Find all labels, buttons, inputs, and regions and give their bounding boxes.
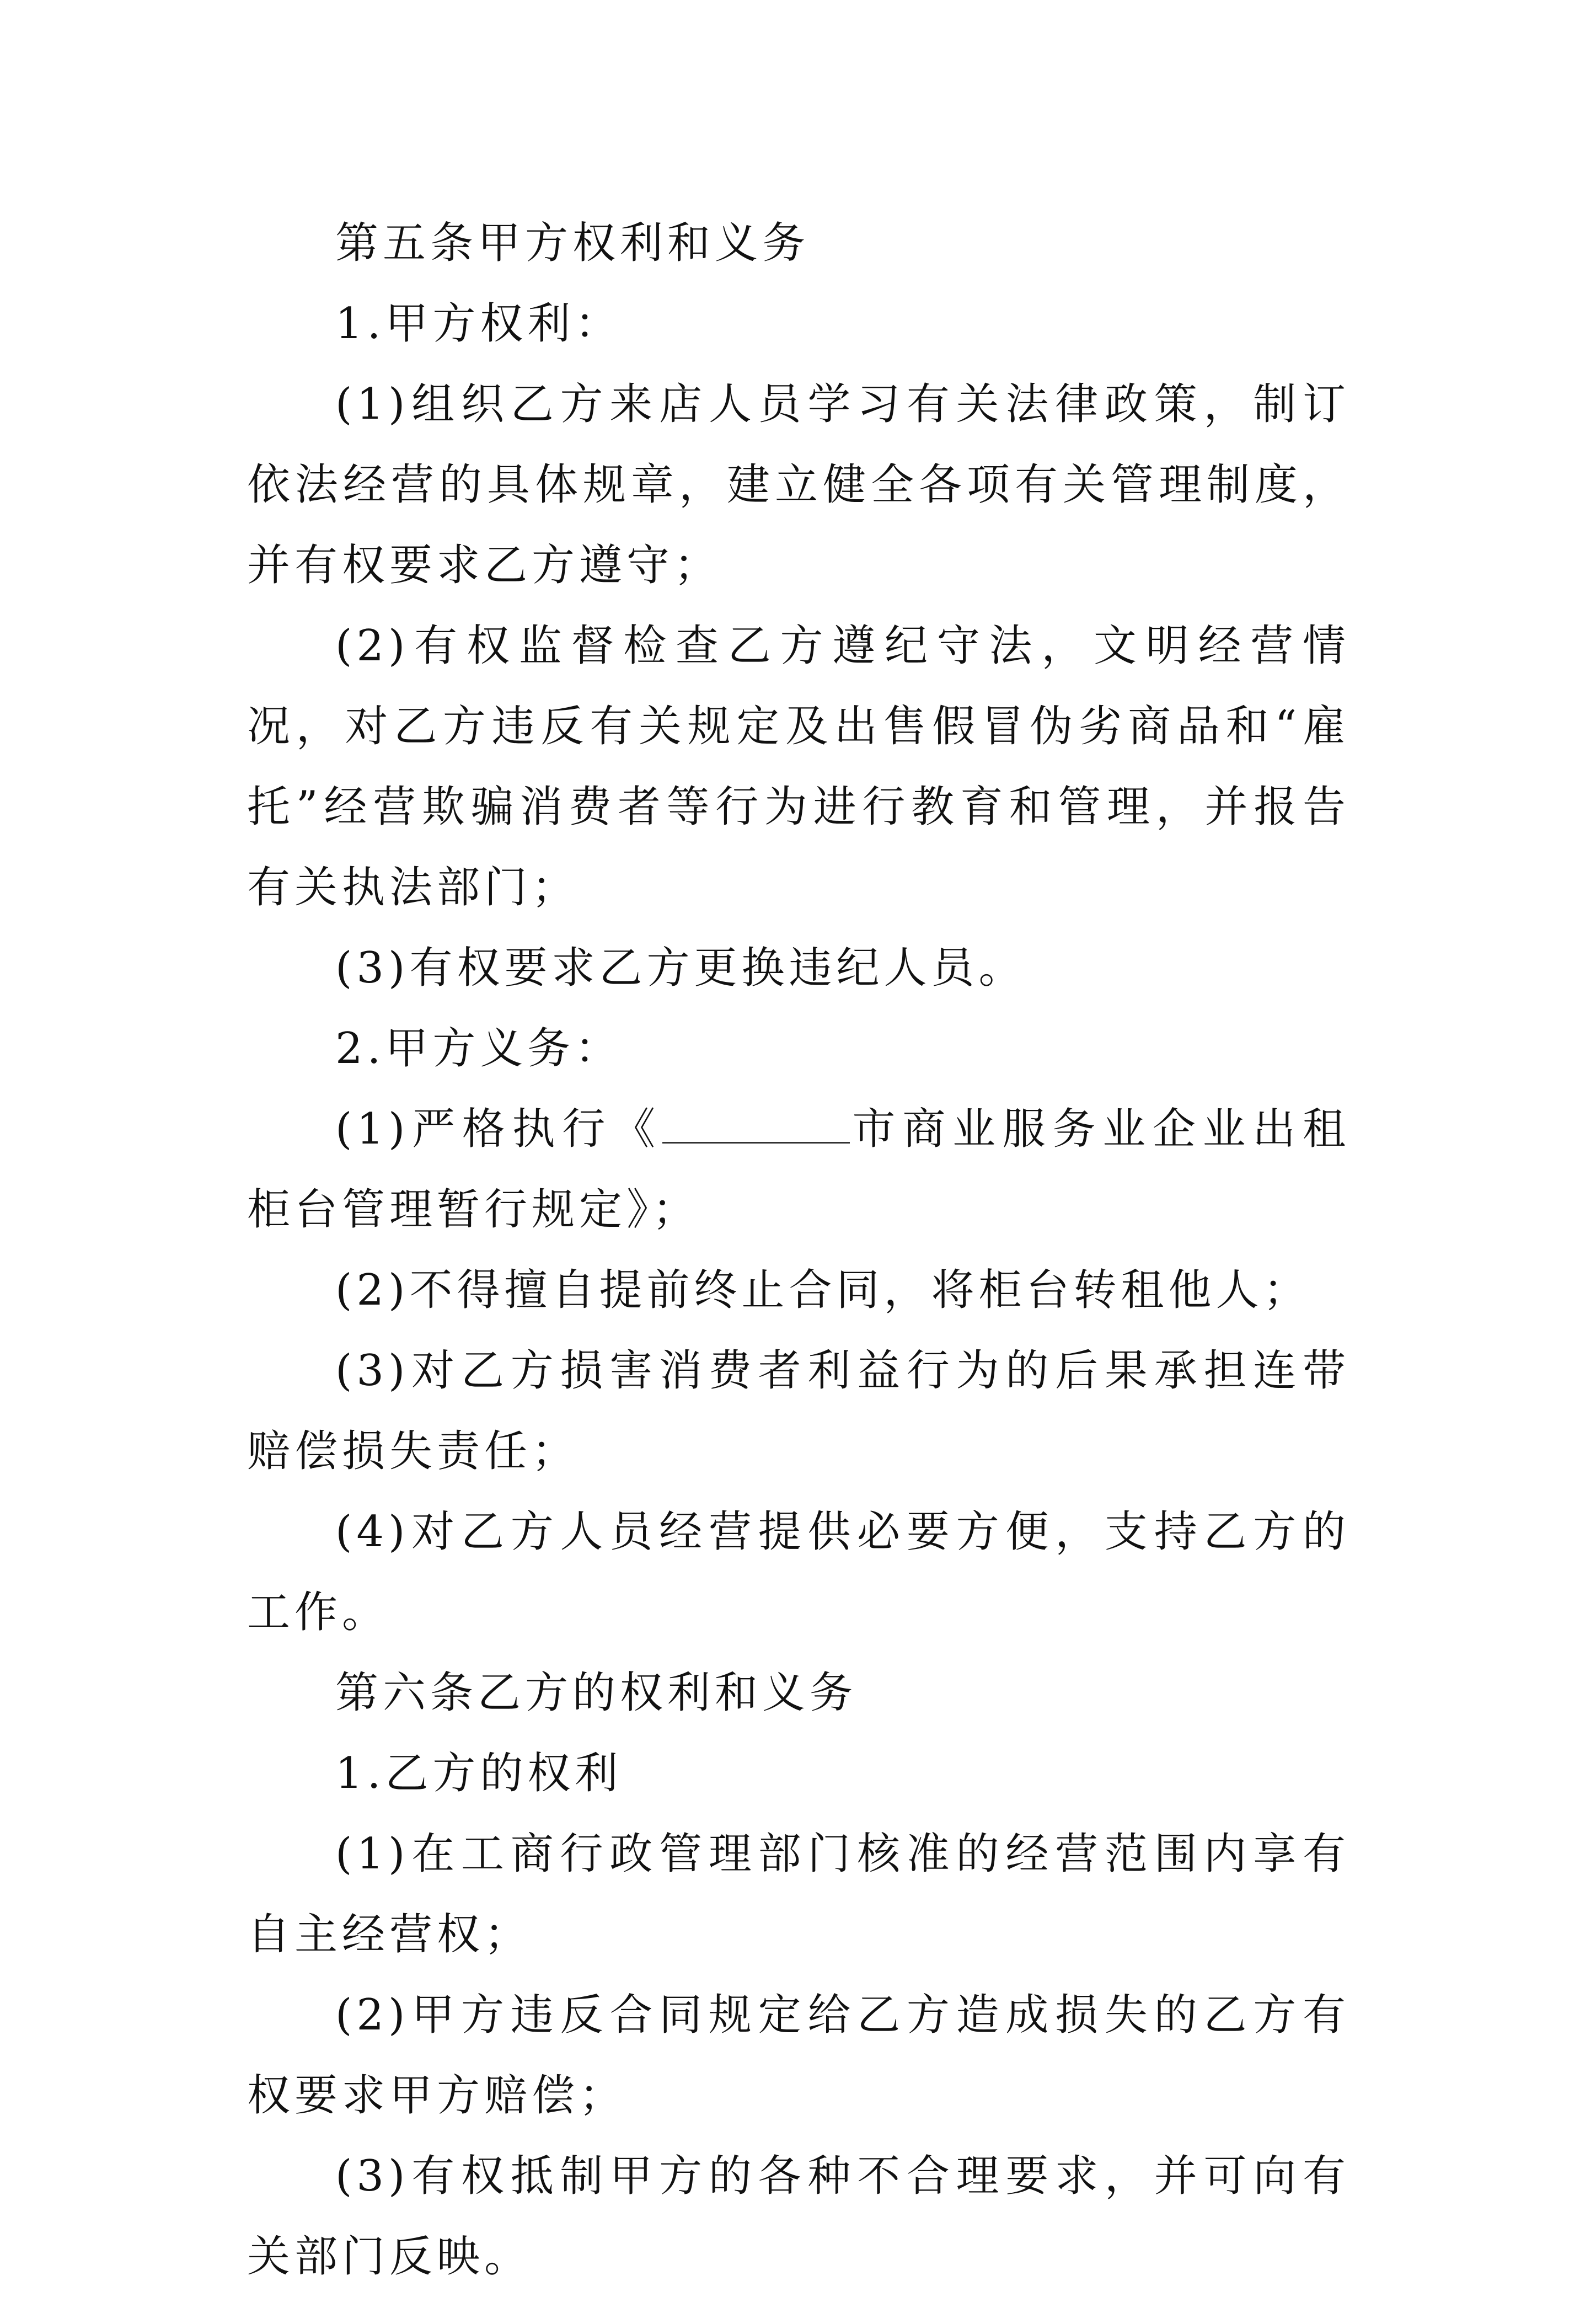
party-b-rights-heading: 1.乙方的权利 [335,1749,623,1798]
article-6-heading: 第六条乙方的权利和义务 [335,1668,858,1718]
party-a-right-2: (2)有权监督检查乙方遵纪守法，文明经营情况，对乙方违反有关规定及出售假冒伪劣商品和“雇托”经营欺骗消费者等行为进行教育和管理，并报告有关执法部门； [247,621,1350,912]
document-body [247,203,1350,2297]
party-b-right-3: (3)有权抵制甲方的各种不合理要求，并可向有关部门反映。 [247,2151,1350,2282]
party-a-duty-3: (3)对乙方损害消费者利益行为的后果承担连带赔偿损失责任； [247,1346,1350,1476]
article-5-heading: 第五条甲方权利和义务 [335,218,810,268]
city-name-blank [662,1103,850,1144]
party-a-duty-1 [247,1089,1350,1250]
party-a-duty-2: (2)不得擅自提前终止合同，将柜台转租他人； [335,1265,1311,1315]
party-a-duty-1-before: (1)严格执行《 [335,1104,662,1154]
party-a-right-1: (1)组织乙方来店人员学习有关法律政策，制订依法经营的具体规章，建立健全各项有关管理制度，并有权要求乙方遵守； [247,380,1350,590]
party-b-right-2: (2)甲方违反合同规定给乙方造成损失的乙方有权要求甲方赔偿； [247,1990,1350,2120]
party-a-duties-heading: 2.甲方义务： [335,1024,623,1073]
party-a-rights-heading: 1.甲方权利： [335,299,623,349]
party-b-right-1: (1)在工商行政管理部门核准的经营范围内享有自主经营权； [247,1829,1350,1959]
party-a-right-3: (3)有权要求乙方更换违纪人员。 [335,943,1026,993]
party-a-duty-1-after: 市商业服务业企业出租柜台管理暂行规定》； [247,1104,1350,1235]
party-a-duty-4: (4)对乙方人员经营提供必要方便，支持乙方的工作。 [247,1507,1350,1637]
